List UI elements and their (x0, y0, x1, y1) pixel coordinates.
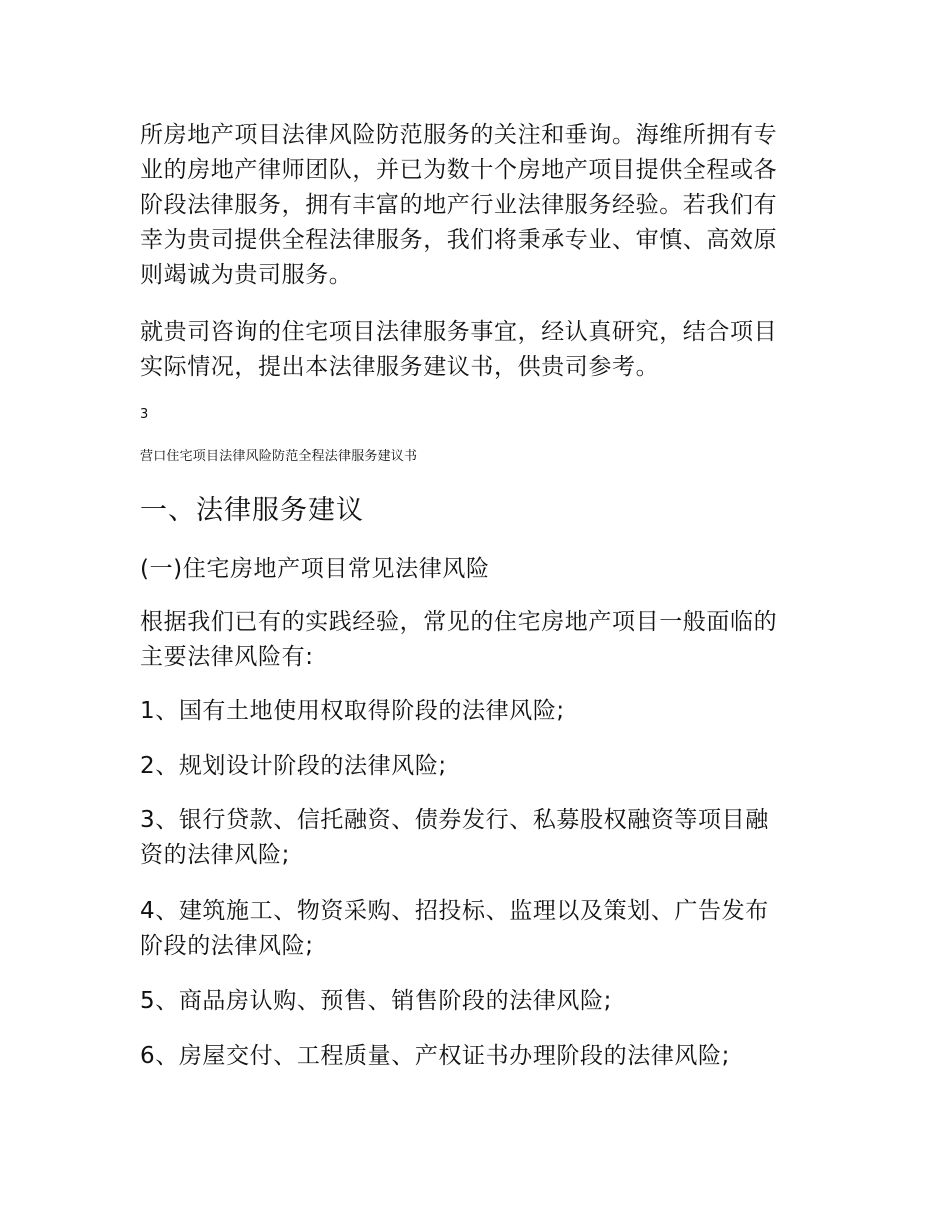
risk-line: 6、房屋交付、工程质量、产权证书办理阶段的法律风险; (140, 1043, 730, 1069)
risk-line: 4、建筑施工、物资采购、招投标、监理以及策划、广告发布 (140, 898, 769, 924)
running-header: 营口住宅项目法律风险防范全程法律服务建议书 (140, 449, 418, 464)
lead-line: 根据我们已有的实践经验，常见的住宅房地产项目一般面临的 (140, 609, 778, 635)
consult-line: 就贵司咨询的住宅项目法律服务事宜，经认真研究，结合项目 (140, 319, 778, 345)
risk-line: 阶段的法律风险; (140, 933, 314, 959)
list-item (140, 749, 805, 784)
list-item (140, 694, 805, 729)
risk-line: 5、商品房认购、预售、销售阶段的法律风险; (140, 988, 612, 1014)
list-item (140, 803, 805, 873)
lead-paragraph (140, 605, 805, 675)
risk-line: 2、规划设计阶段的法律风险; (140, 753, 447, 779)
lead-line: 主要法律风险有: (140, 644, 314, 670)
consult-paragraph (140, 315, 805, 385)
risk-line: 1、国有土地使用权取得阶段的法律风险; (140, 698, 565, 724)
list-item (140, 894, 805, 964)
risk-line: 资的法律风险; (140, 842, 290, 868)
intro-paragraph (140, 118, 805, 293)
intro-line: 业的房地产律师团队，并已为数十个房地产项目提供全程或各 (140, 157, 778, 183)
intro-line: 则竭诚为贵司服务。 (140, 262, 353, 288)
list-item (140, 1039, 805, 1074)
intro-line: 阶段法律服务，拥有丰富的地产行业法律服务经验。若我们有 (140, 192, 778, 218)
subsection-title: (一)住宅房地产项目常见法律风险 (140, 556, 490, 582)
intro-line: 幸为贵司提供全程法律服务，我们将秉承专业、审慎、高效原 (140, 227, 778, 253)
risk-line: 3、银行贷款、信托融资、债券发行、私募股权融资等项目融 (140, 807, 769, 833)
list-item (140, 984, 805, 1019)
section-title: 一、法律服务建议 (140, 495, 364, 526)
page-number: 3 (140, 407, 149, 422)
intro-line: 所房地产项目法律风险防范服务的关注和垂询。海维所拥有专 (140, 122, 778, 148)
consult-line: 实际情况，提出本法律服务建议书，供贵司参考。 (140, 354, 660, 380)
